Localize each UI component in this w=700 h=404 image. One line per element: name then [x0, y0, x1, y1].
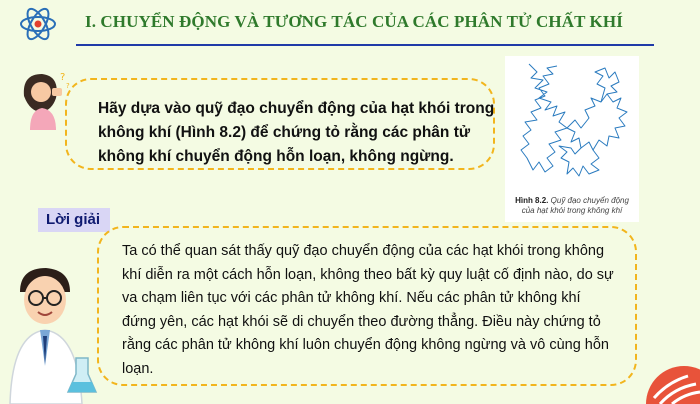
atom-icon	[18, 6, 58, 42]
figure-caption	[509, 196, 635, 215]
figure-caption-label: Hình 8.2.	[515, 196, 549, 205]
figure-caption-text: Quỹ đạo chuyển động của hạt khói trong không khí	[521, 196, 629, 215]
svg-text:?: ?	[60, 72, 66, 83]
scientist-illustration	[6, 262, 98, 404]
smoke-particle-trajectory-diagram	[509, 58, 635, 186]
corner-stripes-decoration	[644, 362, 700, 404]
svg-text:?: ?	[66, 82, 70, 90]
answer-text: Ta có thể quan sát thấy quỹ đạo chuyển động của các hạt khói trong không khí diễn ra một cách hỗn loạn, không theo bất kỳ quy luật cố định nào, do sự va chạm liên tục với các phân tử không khí. Nếu các phân tử không khí đứng yên, các hạt khói sẽ di chuyển theo đường thẳng. Điều này chứng tỏ rằng các phân tử không khí luôn chuyển động không ngừng và vô cùng hỗn loạn.	[122, 243, 614, 377]
answer-label: Lời giải	[38, 208, 110, 232]
question-text: Hãy dựa vào quỹ đạo chuyển động của hạt khói trong không khí (Hình 8.2) để chứng tỏ rằng các phân tử không khí chuyển động hỗn loạn, không ngừng.	[98, 100, 495, 165]
page-title: I. CHUYỂN ĐỘNG VÀ TƯƠNG TÁC CỦA CÁC PHÂN TỬ CHẤT KHÍ	[85, 12, 623, 31]
title-divider	[76, 44, 654, 46]
